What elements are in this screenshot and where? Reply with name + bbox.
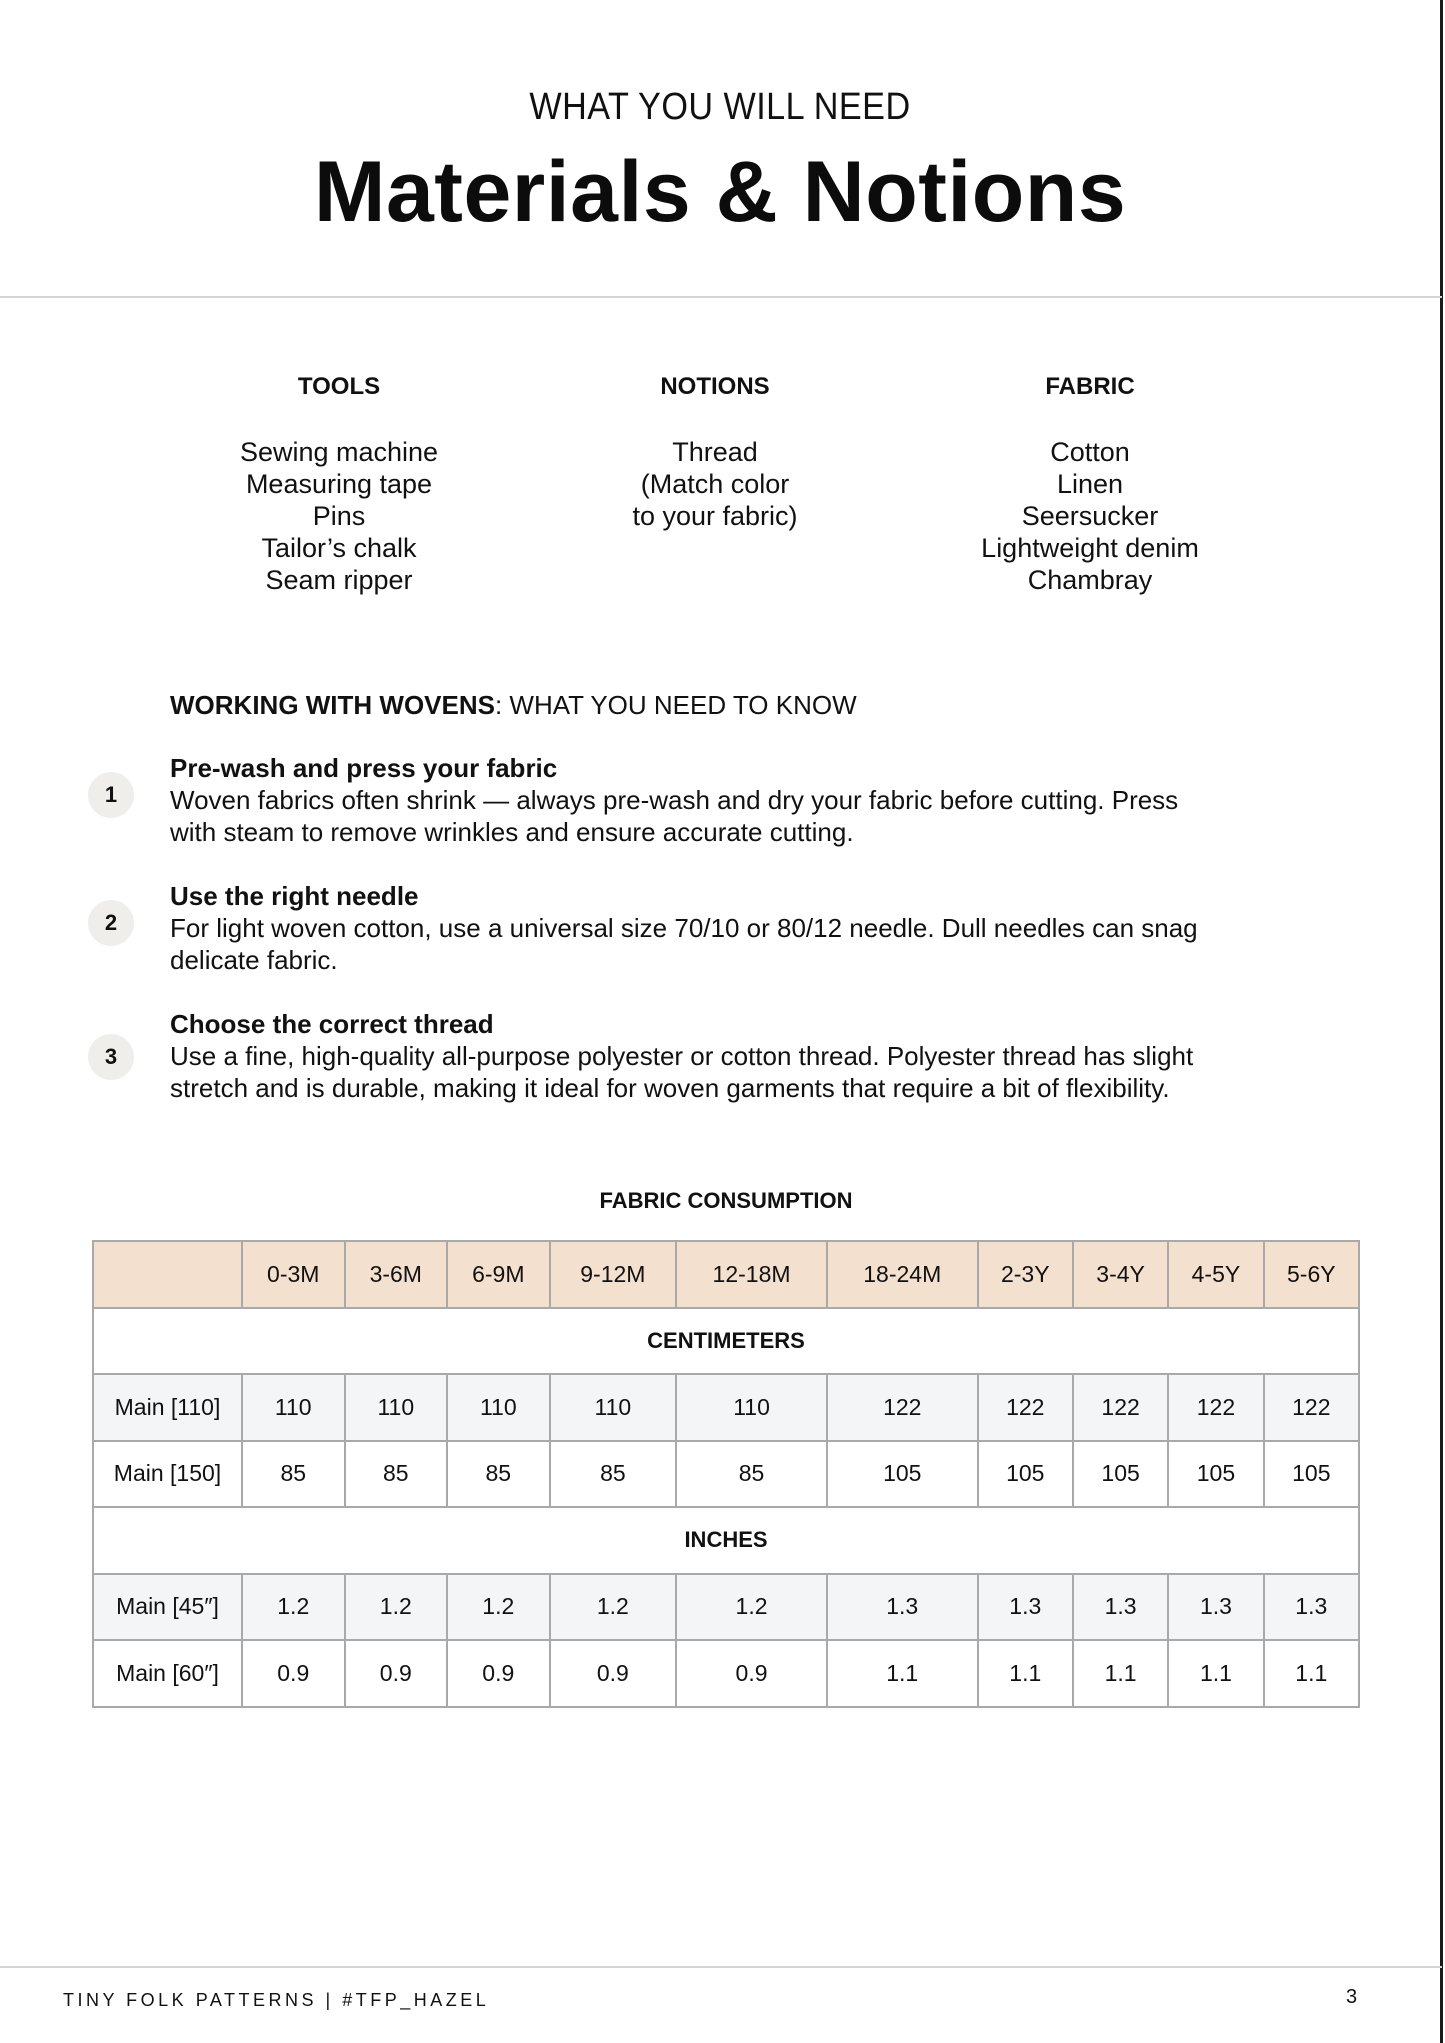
tip-body: [170, 880, 1370, 976]
footer-brand: TINY FOLK PATTERNS | #TFP_HAZEL: [63, 1990, 490, 2010]
list-item: Lightweight denim: [981, 533, 1199, 563]
fabric-column: [910, 372, 1270, 596]
tools-list: [159, 436, 519, 596]
table-cell: 122: [978, 1374, 1073, 1441]
tip-title: Pre-wash and press your fabric: [170, 753, 558, 783]
page-edge-rule: [1440, 0, 1443, 2043]
table-cell: 1.3: [978, 1574, 1073, 1641]
corner-cell: [93, 1241, 242, 1308]
list-item: Seam ripper: [265, 565, 413, 595]
size-header: 6-9M: [447, 1241, 550, 1308]
table-cell: 1.1: [827, 1640, 978, 1707]
table-cell: 110: [345, 1374, 448, 1441]
table-cell: 1.2: [447, 1574, 550, 1641]
table-cell: 1.2: [676, 1574, 827, 1641]
list-item: to your fabric): [632, 501, 798, 531]
notions-list: [535, 436, 895, 532]
table-cell: 110: [242, 1374, 345, 1441]
table-cell: 122: [1264, 1374, 1359, 1441]
list-item: Pins: [312, 501, 366, 531]
table-cell: 0.9: [550, 1640, 677, 1707]
list-item: Tailor’s chalk: [261, 533, 417, 563]
table-cell: 105: [1168, 1441, 1263, 1508]
size-header: 2-3Y: [978, 1241, 1073, 1308]
table-cell: 1.1: [1168, 1640, 1263, 1707]
size-header: 4-5Y: [1168, 1241, 1263, 1308]
size-header: 0-3M: [242, 1241, 345, 1308]
tip-title: Choose the correct thread: [170, 1009, 494, 1039]
table-cell: 0.9: [345, 1640, 448, 1707]
section-row-inches: [93, 1507, 1359, 1574]
list-item: Measuring tape: [245, 469, 433, 499]
fabric-heading: FABRIC: [1045, 373, 1135, 400]
size-header: 5-6Y: [1264, 1241, 1359, 1308]
table-cell: 110: [447, 1374, 550, 1441]
tip-text-line: Use a fine, high-quality all-purpose polyester or cotton thread. Polyester thread has slight: [170, 1041, 1194, 1071]
list-item: (Match color: [640, 469, 790, 499]
tip-text-line: Woven fabrics often shrink — always pre-wash and dry your fabric before cutting. Press: [170, 785, 1179, 815]
table-cell: 0.9: [676, 1640, 827, 1707]
tip-text-line: For light woven cotton, use a universal size 70/10 or 80/12 needle. Dull needles can snag: [170, 913, 1198, 943]
page-number: 3: [1346, 1986, 1358, 2008]
table-cell: 1.3: [1073, 1574, 1168, 1641]
table-cell: 1.1: [1073, 1640, 1168, 1707]
notions-heading: NOTIONS: [660, 373, 770, 400]
table-cell: 122: [827, 1374, 978, 1441]
table-cell: 1.2: [550, 1574, 677, 1641]
fabric-list: [910, 436, 1270, 596]
tip-title: Use the right needle: [170, 881, 419, 911]
table-cell: 85: [447, 1441, 550, 1508]
table-row: [93, 1574, 1359, 1641]
step-number-badge: 2: [88, 900, 134, 946]
size-header: 3-4Y: [1073, 1241, 1168, 1308]
table-cell: 110: [676, 1374, 827, 1441]
page-kicker: WHAT YOU WILL NEED: [529, 86, 911, 128]
table-cell: 0.9: [447, 1640, 550, 1707]
tools-heading: TOOLS: [297, 373, 381, 400]
table-cell: 122: [1073, 1374, 1168, 1441]
size-header: 18-24M: [827, 1241, 978, 1308]
table-cell: 105: [827, 1441, 978, 1508]
table-cell: 1.1: [978, 1640, 1073, 1707]
table-cell: 105: [1073, 1441, 1168, 1508]
step-number-badge: 1: [88, 772, 134, 818]
table-cell: 122: [1168, 1374, 1263, 1441]
fabric-consumption-title: FABRIC CONSUMPTION: [599, 1188, 853, 1213]
fabric-consumption-table: [92, 1240, 1360, 1708]
tip-text-line: stretch and is durable, making it ideal for woven garments that require a bit of flexibility.: [170, 1073, 1170, 1103]
table-row: [93, 1640, 1359, 1707]
table-row: [93, 1441, 1359, 1508]
wovens-heading: [170, 690, 857, 721]
list-item: Seersucker: [1021, 501, 1159, 531]
table-cell: 85: [345, 1441, 448, 1508]
row-label: Main [150]: [93, 1441, 242, 1508]
section-label: CENTIMETERS: [93, 1308, 1359, 1375]
table-cell: 1.2: [242, 1574, 345, 1641]
table-cell: 105: [978, 1441, 1073, 1508]
row-label: Main [110]: [93, 1374, 242, 1441]
table-cell: 85: [676, 1441, 827, 1508]
table-cell: 85: [550, 1441, 677, 1508]
list-item: Chambray: [1027, 565, 1153, 595]
wovens-heading-rest: : WHAT YOU NEED TO KNOW: [494, 690, 857, 720]
row-label: Main [60″]: [93, 1640, 242, 1707]
table-cell: 1.1: [1264, 1640, 1359, 1707]
row-label: Main [45″]: [93, 1574, 242, 1641]
page-title: Materials & Notions: [313, 144, 1127, 240]
table-cell: 1.2: [345, 1574, 448, 1641]
tip-text-line: with steam to remove wrinkles and ensure accurate cutting.: [170, 817, 854, 847]
size-header: 12-18M: [676, 1241, 827, 1308]
tip-text-line: delicate fabric.: [170, 945, 338, 975]
table-row: [93, 1374, 1359, 1441]
header-divider: [0, 296, 1442, 298]
section-label: INCHES: [93, 1507, 1359, 1574]
table-cell: 0.9: [242, 1640, 345, 1707]
size-header: 9-12M: [550, 1241, 677, 1308]
size-header: 3-6M: [345, 1241, 448, 1308]
tip-body: [170, 1008, 1370, 1104]
step-number-badge: 3: [88, 1034, 134, 1080]
list-item: Sewing machine: [239, 437, 439, 467]
table-cell: 85: [242, 1441, 345, 1508]
list-item: Cotton: [1050, 437, 1130, 467]
notions-column: [535, 372, 895, 532]
table-cell: 110: [550, 1374, 677, 1441]
tools-column: [159, 372, 519, 596]
section-row-centimeters: [93, 1308, 1359, 1375]
list-item: Thread: [672, 437, 758, 467]
table-cell: 105: [1264, 1441, 1359, 1508]
wovens-heading-bold: WORKING WITH WOVENS: [170, 690, 495, 720]
table-cell: 1.3: [1264, 1574, 1359, 1641]
size-header-row: [93, 1241, 1359, 1308]
table-cell: 1.3: [1168, 1574, 1263, 1641]
tip-body: [170, 752, 1370, 848]
footer-divider: [0, 1966, 1442, 1968]
list-item: Linen: [1056, 469, 1124, 499]
materials-columns: [0, 372, 1440, 612]
table-cell: 1.3: [827, 1574, 978, 1641]
